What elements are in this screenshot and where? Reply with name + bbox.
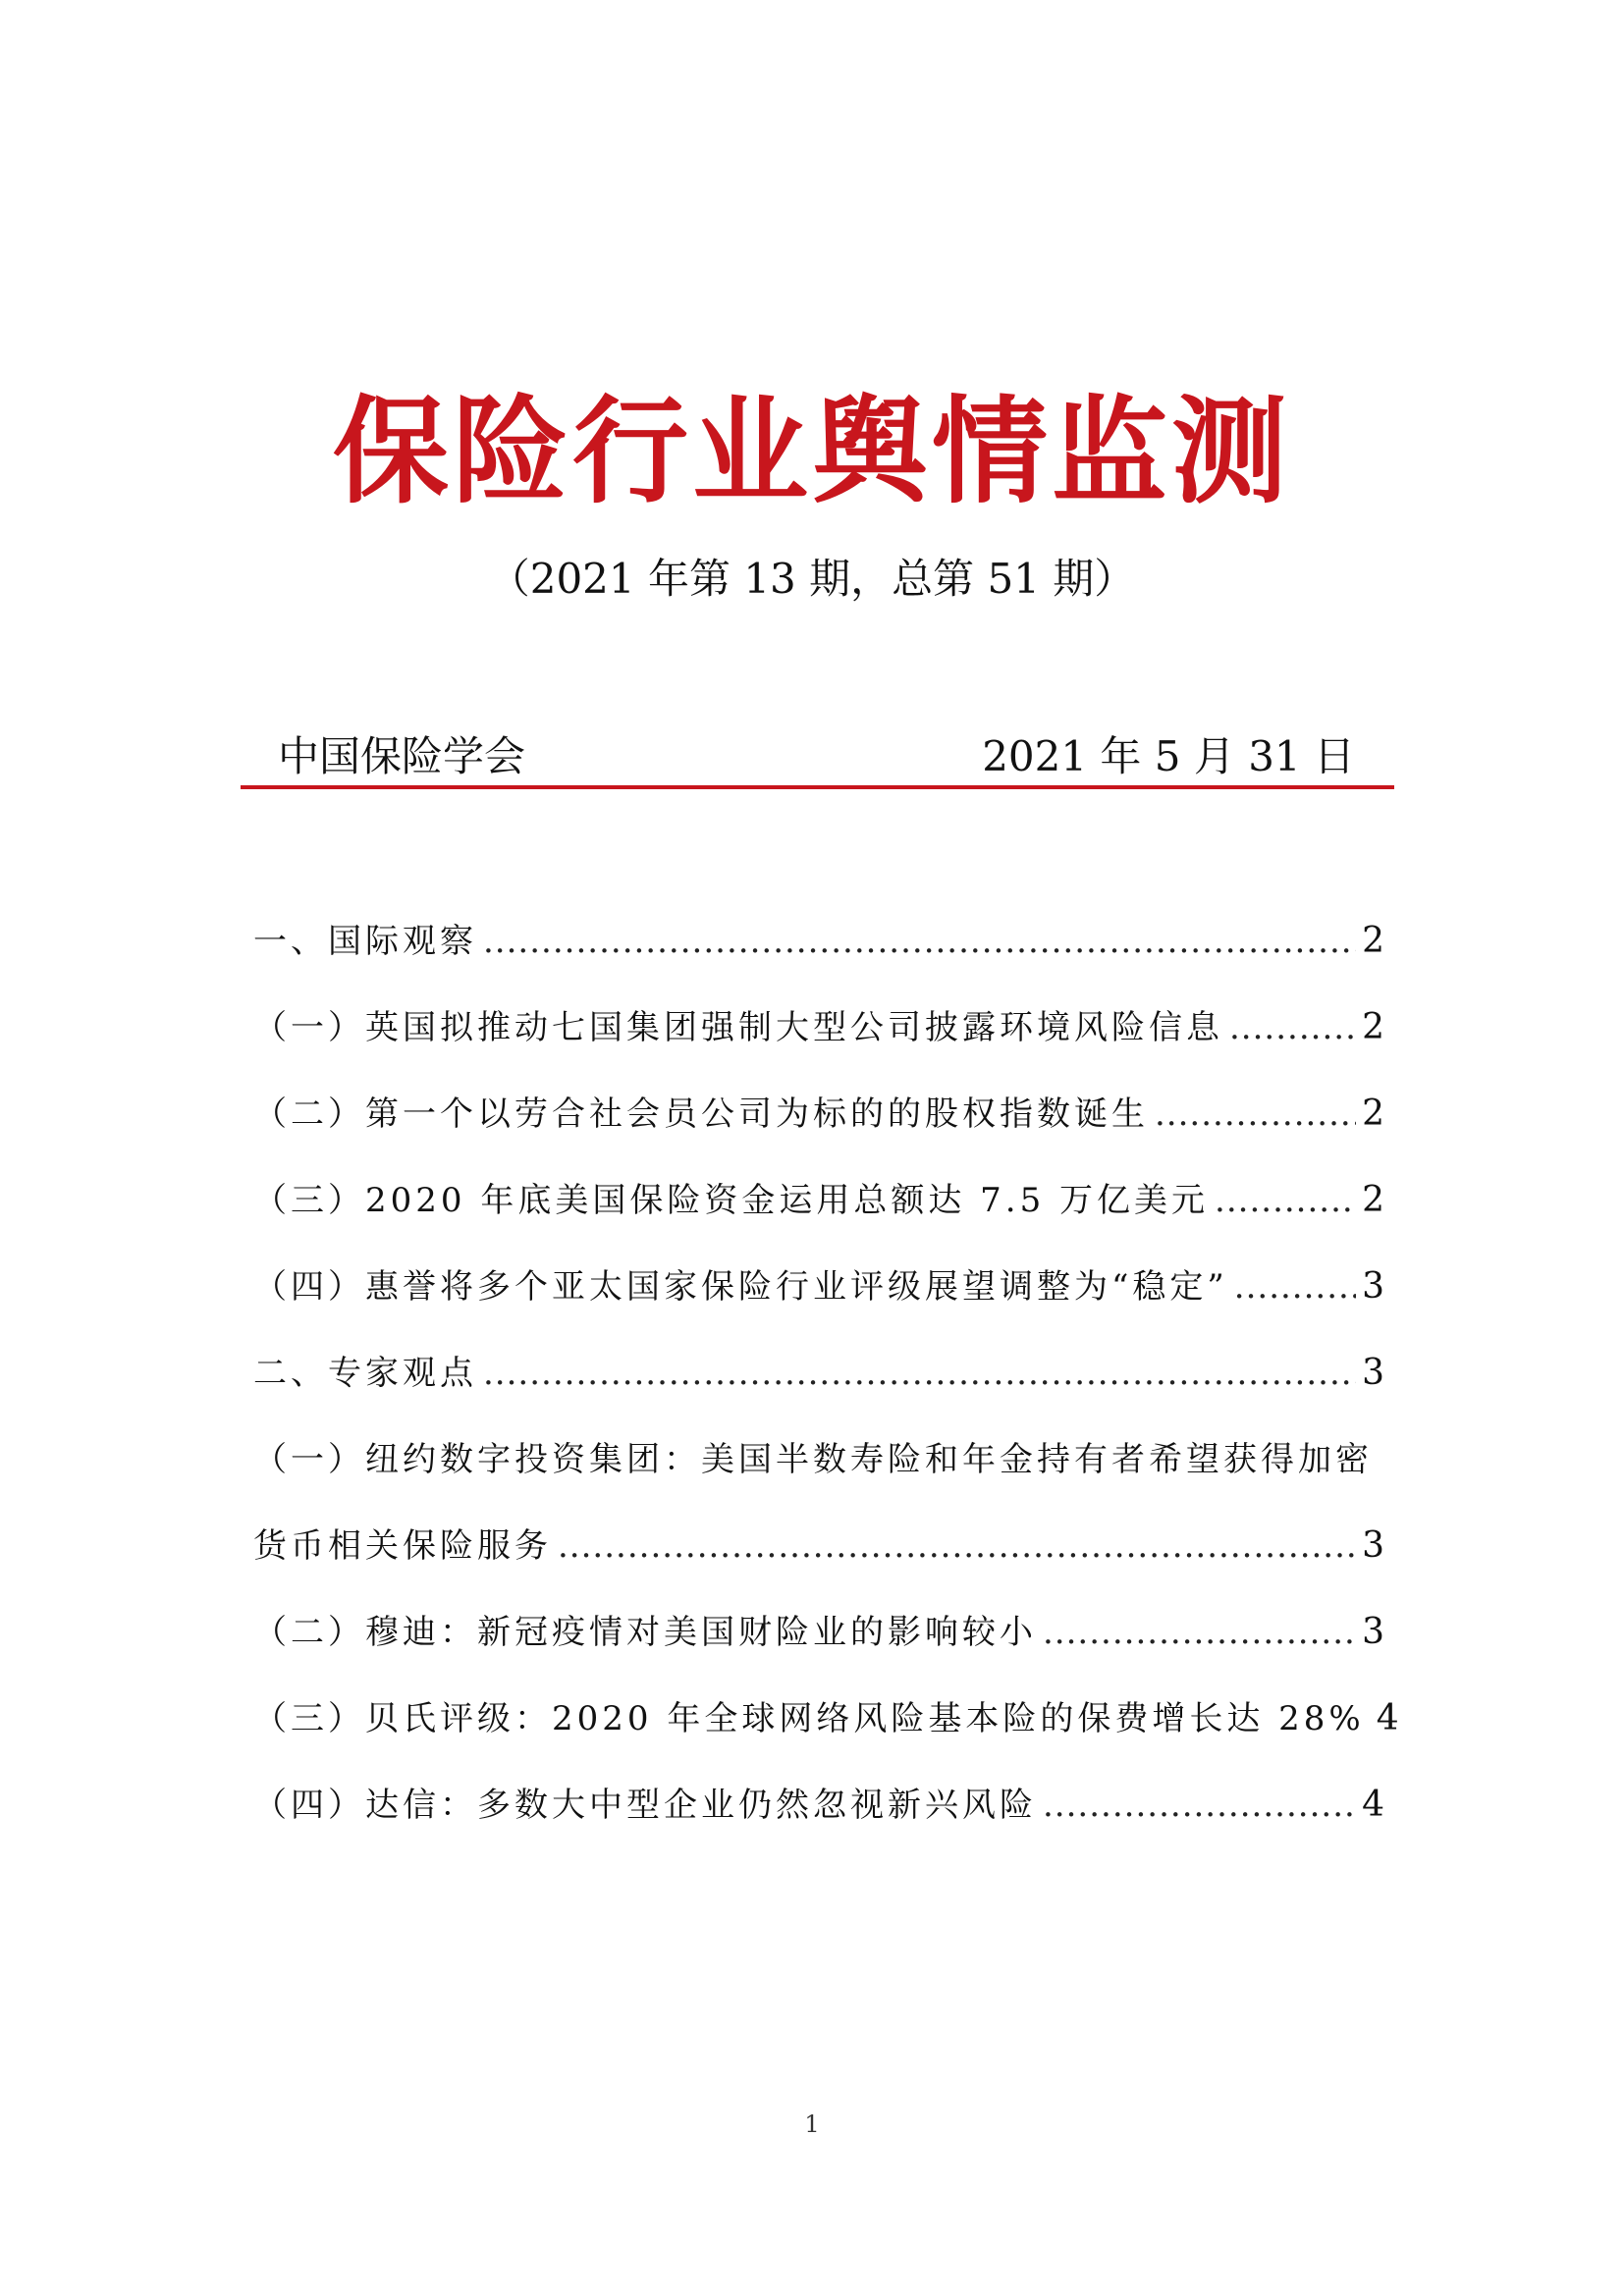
toc-leader — [1234, 1244, 1356, 1330]
toc-entry-page: 3 — [1362, 1353, 1384, 1393]
toc-entry-label: （二）穆迪：新冠疫情对美国财险业的影响较小 — [253, 1613, 1037, 1652]
publication-date: 2021 年 5 月 31 日 — [982, 732, 1355, 780]
toc-entry-label: 二、专家观点 — [253, 1354, 477, 1393]
toc-entry-page: 2 — [1362, 1180, 1384, 1220]
toc-entry[interactable] — [253, 1503, 1384, 1589]
toc-entry-page: 4 — [1362, 1785, 1384, 1825]
toc-entry[interactable] — [253, 1676, 1399, 1762]
toc-entry[interactable] — [253, 1416, 1384, 1503]
toc-entry[interactable] — [253, 1071, 1384, 1157]
toc-entry-page: 2 — [1362, 1094, 1384, 1134]
toc-entry-page: 3 — [1362, 1612, 1384, 1652]
publication-title: 保险行业舆情监测 — [332, 384, 1291, 519]
toc-leader — [1229, 985, 1356, 1071]
toc-entry-label: （四）达信：多数大中型企业仍然忽视新兴风险 — [253, 1786, 1037, 1825]
page-number: 1 — [804, 2110, 820, 2138]
toc-leader — [1155, 1071, 1356, 1157]
toc-entry-page: 3 — [1362, 1525, 1384, 1566]
masthead-rule — [241, 785, 1394, 789]
toc-entry[interactable] — [253, 898, 1384, 985]
toc-entry[interactable] — [253, 985, 1384, 1071]
toc-entry[interactable] — [253, 1330, 1384, 1416]
toc-entry-label: （三）贝氏评级：2020 年全球网络风险基本险的保费增长达 28% — [253, 1699, 1365, 1738]
toc-entry[interactable] — [253, 1157, 1384, 1244]
table-of-contents — [253, 898, 1399, 1848]
toc-entry[interactable] — [253, 1589, 1384, 1676]
toc-entry-label: 货币相关保险服务 — [253, 1526, 552, 1566]
toc-entry-page: 4 — [1376, 1698, 1399, 1738]
masthead — [241, 726, 1394, 787]
toc-entry-label: （三）2020 年底美国保险资金运用总额达 7.5 万亿美元 — [253, 1181, 1210, 1220]
toc-leader — [558, 1503, 1356, 1589]
toc-entry-page: 3 — [1362, 1266, 1384, 1307]
toc-entry-page: 2 — [1362, 921, 1384, 961]
toc-leader — [1043, 1762, 1356, 1848]
toc-entry[interactable] — [253, 1762, 1384, 1848]
toc-leader — [483, 1330, 1356, 1416]
toc-entry-label: （二）第一个以劳合社会员公司为标的的股权指数诞生 — [253, 1095, 1149, 1134]
toc-leader — [483, 898, 1356, 985]
issue-number: （2021 年第 13 期，总第 51 期） — [488, 555, 1136, 603]
organization-name: 中国保险学会 — [278, 732, 526, 780]
toc-entry-label: （一）纽约数字投资集团：美国半数寿险和年金持有者希望获得加密 — [253, 1440, 1373, 1479]
toc-entry-label: （一）英国拟推动七国集团强制大型公司披露环境风险信息 — [253, 1008, 1223, 1047]
toc-entry-page: 2 — [1362, 1007, 1384, 1047]
toc-entry[interactable] — [253, 1244, 1384, 1330]
toc-leader — [1043, 1589, 1356, 1676]
toc-leader — [1215, 1157, 1356, 1244]
toc-entry-label: 一、国际观察 — [253, 922, 477, 961]
toc-entry-label: （四）惠誉将多个亚太国家保险行业评级展望调整为“稳定” — [253, 1267, 1228, 1307]
